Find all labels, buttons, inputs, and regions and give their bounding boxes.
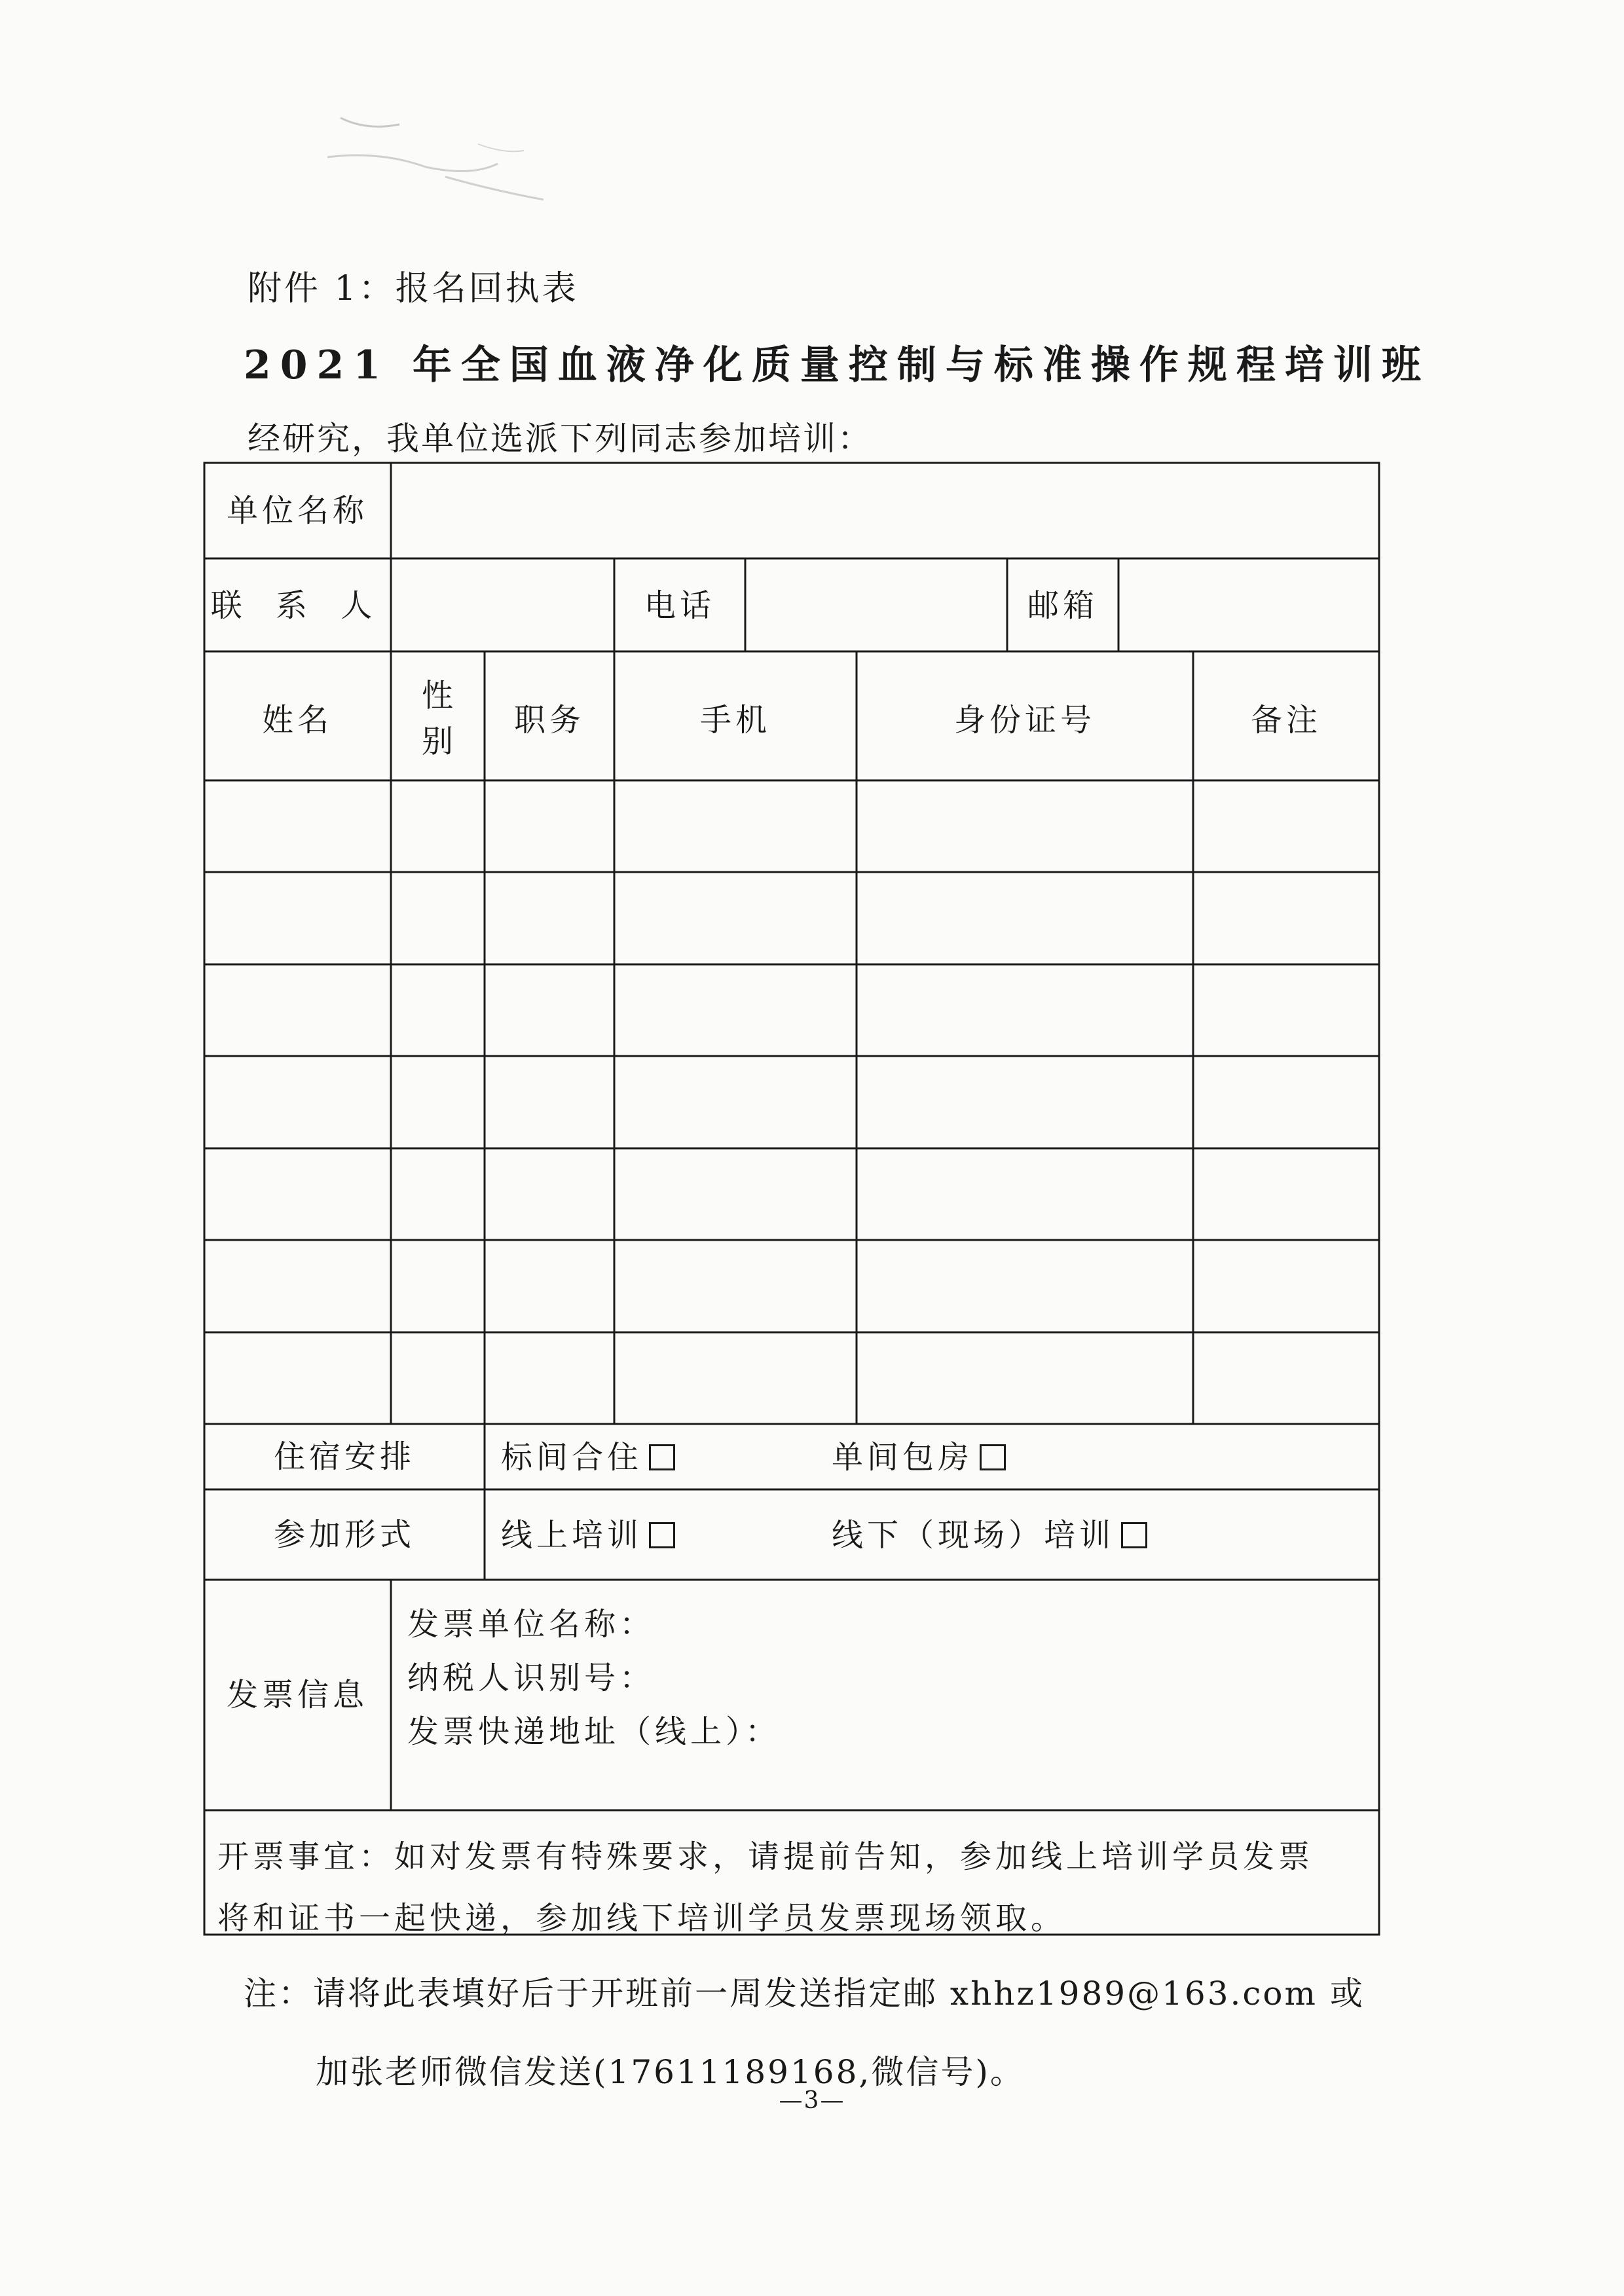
- billing-note-line-2: 将和证书一起快递，参加线下培训学员发票现场领取。: [217, 1900, 1067, 1937]
- attendance-onsite-checkbox[interactable]: [1121, 1522, 1147, 1548]
- billing-note-line-1: 开票事宜：如对发票有特殊要求，请提前告知，参加线上培训学员发票: [217, 1838, 1314, 1875]
- lodging-single-checkbox[interactable]: [980, 1444, 1006, 1470]
- invoice-label: 发票信息: [226, 1677, 369, 1713]
- column-header-gender-line-1: 性: [421, 677, 454, 714]
- attendance-label: 参加形式: [273, 1516, 416, 1553]
- phone-field[interactable]: [747, 560, 1005, 649]
- column-header-id-number: 身份证号: [953, 702, 1096, 738]
- document-title: 2021 年全国血液净化质量控制与标准操作规程培训班: [244, 342, 1430, 388]
- email-label: 邮箱: [1027, 587, 1099, 624]
- lodging-option-single[interactable]: [832, 1439, 1006, 1476]
- invoice-delivery-address[interactable]: 发票快递地址（线上）：: [407, 1713, 781, 1750]
- contact-person-label: 联 系 人: [210, 587, 384, 624]
- submission-note-line-1: 注：请将此表填好后于开班前一周发送指定邮 xhhz1989@163.com 或: [244, 1975, 1365, 2013]
- attachment-label: 附件 1：报名回执表: [248, 269, 579, 308]
- column-header-position: 职务: [513, 702, 585, 738]
- column-header-remarks: 备注: [1250, 702, 1322, 738]
- attendance-option-online-label: 线上培训: [501, 1517, 643, 1554]
- attendance-option-online[interactable]: [501, 1517, 675, 1554]
- email-field[interactable]: [1120, 560, 1377, 649]
- invoice-taxpayer-id[interactable]: 纳税人识别号：: [407, 1660, 655, 1696]
- lodging-option-shared-label: 标间合住: [501, 1439, 643, 1476]
- unit-name-label: 单位名称: [226, 492, 369, 529]
- form-grid-lines: [203, 462, 1380, 1936]
- invoice-unit-name[interactable]: 发票单位名称：: [407, 1606, 655, 1643]
- attendance-online-checkbox[interactable]: [649, 1522, 675, 1548]
- lodging-label: 住宿安排: [273, 1438, 416, 1475]
- attendance-option-onsite[interactable]: [832, 1517, 1147, 1554]
- contact-person-field[interactable]: [393, 560, 612, 649]
- invoice-fields: [407, 1597, 781, 1758]
- intro-text: 经研究，我单位选派下列同志参加培训：: [248, 420, 872, 458]
- scan-smudge-mark: [327, 105, 576, 210]
- submission-note-line-2: 加张老师微信发送(17611189168,微信号)。: [316, 2053, 1025, 2091]
- unit-name-field[interactable]: [393, 465, 1377, 556]
- column-header-gender: [422, 673, 453, 764]
- attendance-option-onsite-label: 线下（现场）培训: [832, 1517, 1115, 1554]
- lodging-option-single-label: 单间包房: [832, 1439, 974, 1476]
- page-number: —3—: [779, 2087, 845, 2114]
- phone-label: 电话: [644, 587, 716, 624]
- column-header-mobile: 手机: [699, 702, 771, 738]
- column-header-gender-line-2: 别: [421, 723, 454, 759]
- lodging-option-shared[interactable]: [501, 1439, 675, 1476]
- billing-note: [217, 1826, 1314, 1949]
- column-header-name: 姓名: [261, 702, 333, 738]
- lodging-shared-checkbox[interactable]: [649, 1444, 675, 1470]
- registration-form: [203, 462, 1380, 1936]
